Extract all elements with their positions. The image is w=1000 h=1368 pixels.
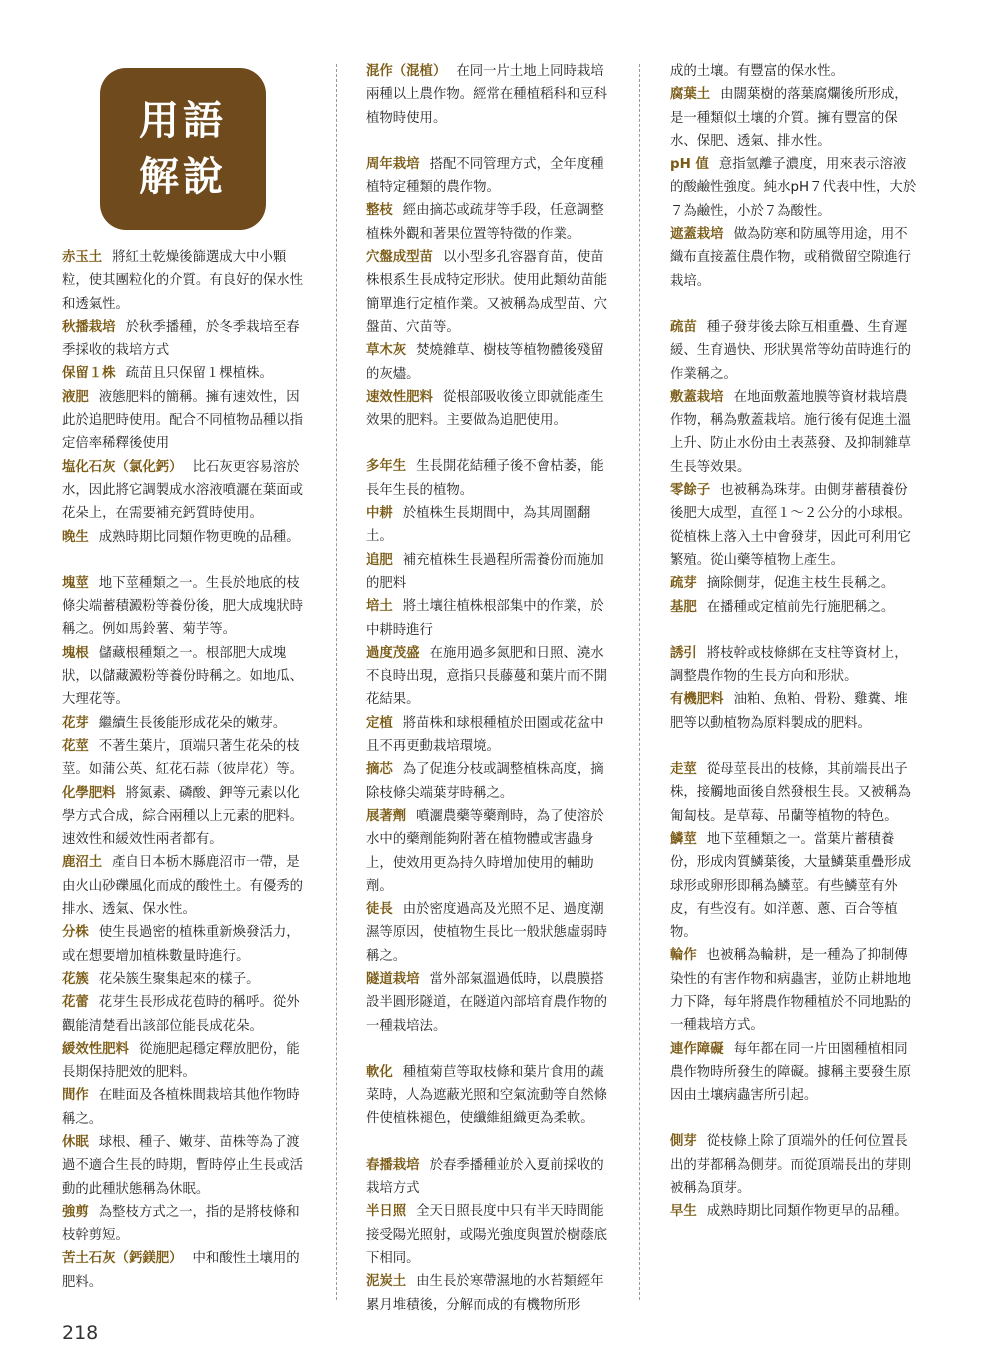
glossary-definition: 繼續生長後能形成花朵的嫩芽。 [98, 715, 287, 731]
glossary-term: 連作障礙 [670, 1041, 724, 1057]
glossary-entry [670, 572, 918, 595]
glossary-definition: 成的土壤。有豐富的保水性。 [670, 64, 845, 79]
glossary-term: 培土 [366, 599, 393, 615]
glossary-definition: 焚燒雜草、樹枝等植物體後殘留的灰燼。 [366, 343, 604, 382]
glossary-column-2 [366, 60, 614, 1317]
glossary-entry [62, 316, 310, 363]
glossary-definition: 比石灰更容易溶於水，因此將它調製成水溶液噴灑在葉面或花朵上，在需要補充鈣質時使用。 [62, 459, 304, 522]
glossary-entry [62, 968, 310, 991]
glossary-definition: 產自日本栃木縣鹿沼市一帶，是由火山砂礫風化而成的酸性土。有優秀的排水、透氣、保水性。 [62, 855, 304, 918]
glossary-definition: 於秋季播種，於冬季栽培至春季採收的栽培方式 [62, 319, 300, 359]
glossary-term: 花芽 [62, 715, 89, 731]
glossary-entry [670, 479, 918, 572]
glossary-definition: 摘除側芽，促進主枝生長稱之。 [706, 576, 895, 592]
glossary-definition: 噴灑農藥等藥劑時，為了使溶於水中的藥劑能夠附著在植物體或害蟲身上，使效用更為持久時增加使用的輔助劑。 [366, 808, 604, 894]
glossary-term: 液肥 [62, 389, 89, 405]
glossary-term: 半日照 [366, 1204, 407, 1220]
glossary-term: 花簇 [62, 971, 89, 987]
glossary-definition: 為整枝方式之一，指的是將枝條和枝幹剪短。 [62, 1204, 300, 1244]
glossary-entry [366, 386, 614, 433]
glossary-term: 速效性肥料 [366, 389, 433, 405]
glossary-definition: 不著生葉片，頂端只著生花朵的枝莖。如蒲公英、紅花石蒜（彼岸花）等。 [62, 738, 304, 778]
glossary-term: 腐葉土 [670, 87, 711, 103]
glossary-entry [366, 898, 614, 968]
glossary-definition: 從枝條上除了頂端外的任何位置長出的芽都稱為側芽。而從頂端長出的芽則被稱為頂芽。 [670, 1134, 912, 1197]
glossary-term: 疏苗 [670, 319, 697, 335]
glossary-definition: 由於密度過高及光照不足、過度潮濕等原因，使植物生長比一般狀態虛弱時稱之。 [366, 902, 608, 964]
glossary-term: 分株 [62, 925, 89, 941]
title-line-1: 用語 [139, 98, 227, 144]
glossary-definition: 由生長於寒帶濕地的水苔類經年累月堆積後，分解而成的有機物所形 [366, 1274, 604, 1313]
glossary-definition: 成熟時期比同類作物更早的品種。 [706, 1204, 908, 1220]
glossary-term: 塊根 [62, 645, 89, 661]
glossary-definition: 在畦面及各植株間栽培其他作物時稱之。 [62, 1088, 300, 1127]
glossary-definition: 中和酸性土壤用的肥料。 [62, 1251, 300, 1290]
glossary-definition: 種植菊苣等取枝條和葉片食用的蔬菜時，人為遮蔽光照和空氣流動等自然條件使植株褪色，使纖維組織更為柔軟。 [366, 1064, 608, 1127]
glossary-definition: 每年都在同一片田園種植相同農作物時所發生的障礙。據稱主要發生原因由土壤病蟲害所引起。 [670, 1041, 912, 1104]
glossary-term: 塊莖 [62, 575, 89, 591]
glossary-definition: 於春季播種並於入夏前採收的栽培方式 [366, 1157, 604, 1197]
title-line-2: 解說 [139, 154, 227, 200]
glossary-term: 花莖 [62, 738, 89, 754]
glossary-term: 摘芯 [366, 762, 393, 778]
glossary-entry [62, 991, 310, 1038]
glossary-definition: 由闊葉樹的落葉腐爛後所形成，是一種類似土壤的介質。擁有豐富的保水、保肥、透氣、排水性。 [670, 87, 908, 149]
glossary-definition: 將土壤往植株根部集中的作業，於中耕時進行 [366, 599, 604, 638]
glossary-entry [670, 1038, 918, 1108]
glossary-term: 保留１株 [62, 366, 116, 382]
page-number: 218 [62, 1322, 99, 1344]
glossary-term: 間作 [62, 1088, 89, 1104]
glossary-entry [366, 502, 614, 549]
glossary-term: 化學肥料 [62, 785, 116, 801]
glossary-entry [366, 642, 614, 712]
glossary-definition: 在地面敷蓋地膜等資材栽培農作物，稱為敷蓋栽培。施行後有促進土溫上升、防止水份由土表蒸發、及抑制雜草生長等效果。 [670, 389, 912, 475]
glossary-term: 追肥 [366, 552, 393, 568]
glossary-definition: 補充植株生長過程所需養份而施加的肥料 [366, 552, 604, 591]
glossary-term: 有機肥料 [670, 692, 724, 708]
glossary-term: 多年生 [366, 459, 407, 475]
glossary-definition: 花芽生長形成花苞時的稱呼。從外觀能清楚看出該部位能長成花朵。 [62, 995, 300, 1034]
glossary-entry [366, 968, 614, 1038]
glossary-term: 混作（混植） [366, 64, 447, 79]
glossary-term: 走莖 [670, 762, 697, 778]
glossary-entry [670, 223, 918, 293]
glossary-definition: 油粕、魚粕、骨粉、雞糞、堆肥等以動植物為原料製成的肥料。 [670, 692, 908, 731]
glossary-term: 整枝 [366, 203, 393, 219]
glossary-entry [366, 1061, 614, 1131]
glossary-definition: 球根、種子、嫩芽、苗株等為了渡過不適合生長的時期，暫時停止生長或活動的此種狀態稱為休眠。 [62, 1134, 304, 1197]
glossary-term: 強剪 [62, 1204, 89, 1220]
glossary-entry [62, 1038, 310, 1085]
glossary-term: pH 值 [670, 157, 709, 173]
glossary-definition: 當外部氣溫過低時，以農膜搭設半圓形隧道，在隧道內部培育農作物的一種栽培法。 [366, 971, 608, 1034]
glossary-entry [670, 688, 918, 735]
glossary-definition: 成熟時期比同類作物更晚的品種。 [98, 529, 300, 545]
glossary-entry [62, 642, 310, 712]
glossary-entry [670, 1130, 918, 1200]
glossary-definition: 也被稱為輪耕，是一種為了抑制傳染性的有害作物和病蟲害，並防止耕地地力下降，每年將農作物種植於不同地點的一種栽培方式。 [670, 948, 912, 1034]
glossary-entry [62, 1084, 310, 1131]
glossary-entry [670, 1200, 918, 1223]
glossary-entry [62, 851, 310, 921]
glossary-term: 遮蓋栽培 [670, 227, 724, 243]
glossary-definition: 做為防寒和防風等用途，用不織布直接蓋住農作物，或稍微留空隙進行栽培。 [670, 227, 912, 289]
glossary-definition: 將苗株和球根種植於田園或花盆中且不再更動栽培環境。 [366, 715, 604, 755]
glossary-entry [366, 339, 614, 386]
glossary-term: 輪作 [670, 948, 697, 964]
glossary-entry [670, 642, 918, 689]
glossary-term: 敷蓋栽培 [670, 389, 724, 405]
glossary-entry [62, 456, 310, 526]
glossary-definition: 以小型多孔容器育苗，使苗株根系生長成特定形狀。使用此類幼苗能簡單進行定植作業。又被稱為成型苗、穴盤苗、穴苗等。 [366, 250, 608, 335]
glossary-term: 泥炭土 [366, 1274, 407, 1290]
glossary-entry [62, 362, 310, 385]
glossary-term: 草木灰 [366, 343, 407, 359]
glossary-term: 周年栽培 [366, 156, 420, 172]
glossary-entry [670, 60, 918, 83]
glossary-definition: 於植株生長期間中，為其周圍翻土。 [366, 506, 591, 545]
title-box [100, 68, 266, 230]
glossary-term: 中耕 [366, 506, 393, 522]
glossary-entry [670, 316, 918, 386]
glossary-definition: 全天日照長度中只有半天時間能接受陽光照射，或陽光強度與置於樹蔭底下相同。 [366, 1204, 608, 1266]
glossary-definition: 使生長過密的植株重新煥發活力，或在想要增加植株數量時進行。 [62, 925, 300, 964]
glossary-term: 穴盤成型苗 [366, 250, 433, 266]
glossary-term: 晚生 [62, 529, 89, 545]
glossary-term: 休眠 [62, 1134, 89, 1150]
glossary-entry [670, 758, 918, 828]
glossary-entry [62, 246, 310, 316]
glossary-definition: 從施肥起穩定釋放肥份，能長期保持肥效的肥料。 [62, 1041, 300, 1081]
glossary-column-3 [670, 60, 918, 1224]
column-divider [336, 64, 337, 1300]
glossary-entry [670, 944, 918, 1037]
glossary-term: 零餘子 [670, 483, 711, 499]
glossary-definition: 地下莖種類之一。生長於地底的枝條尖端蓄積澱粉等養份後，肥大成塊狀時稱之。例如馬鈴薯、菊芋等。 [62, 575, 304, 638]
glossary-definition: 搭配不同管理方式，全年度種植特定種類的農作物。 [366, 156, 604, 196]
glossary-entry [366, 60, 614, 130]
glossary-definition: 液態肥料的簡稱。擁有速效性，因此於追肥時使用。配合不同植物品種以指定倍率稀釋後使用 [62, 389, 304, 452]
glossary-term: 隧道栽培 [366, 971, 420, 987]
glossary-term: 側芽 [670, 1134, 697, 1150]
glossary-term: 基肥 [670, 599, 697, 615]
glossary-entry [366, 1200, 614, 1270]
glossary-term: 過度茂盛 [366, 645, 420, 661]
glossary-term: 軟化 [366, 1064, 393, 1080]
glossary-definition: 將氮素、磷酸、鉀等元素以化學方式合成，綜合兩種以上元素的肥料。速效性和緩效性兩者都有。 [62, 785, 304, 848]
glossary-term: 春播栽培 [366, 1157, 420, 1173]
glossary-definition: 地下莖種類之一。當葉片蓄積養份，形成肉質鱗葉後，大量鱗葉重疊形成球形或卵形即稱為鱗莖。有些鱗莖有外皮，有些沒有。如洋蔥、蔥、百合等植物。 [670, 831, 912, 941]
glossary-entry [366, 758, 614, 805]
glossary-entry [62, 921, 310, 968]
glossary-entry [62, 782, 310, 852]
glossary-term: 誘引 [670, 645, 697, 661]
glossary-term: 緩效性肥料 [62, 1041, 129, 1057]
glossary-entry [670, 153, 918, 223]
glossary-entry [366, 1154, 614, 1201]
glossary-entry [62, 735, 310, 782]
glossary-term: 秋播栽培 [62, 319, 116, 335]
glossary-entry [366, 199, 614, 246]
glossary-term: 疏芽 [670, 576, 697, 592]
glossary-entry [366, 1270, 614, 1317]
glossary-term: 塩化石灰（氯化鈣） [62, 459, 183, 475]
glossary-definition: 也被稱為珠芽。由側芽蓄積養份後肥大成型，直徑１～２公分的小球根。從植株上落入土中會發芽，因此可利用它繁殖。從山藥等植物上產生。 [670, 483, 912, 568]
glossary-term: 早生 [670, 1204, 697, 1220]
glossary-definition: 從母莖長出的枝條，其前端長出子株，接觸地面後自然發根生長。又被稱為匍匐枝。是草莓、吊蘭等植物的特色。 [670, 762, 912, 824]
glossary-term: 定植 [366, 715, 393, 731]
glossary-entry [366, 153, 614, 200]
glossary-definition: 在播種或定植前先行施肥稱之。 [706, 599, 895, 615]
glossary-entry [366, 246, 614, 339]
glossary-entry [366, 805, 614, 898]
glossary-term: 鱗莖 [670, 831, 697, 847]
glossary-definition: 將紅土乾燥後篩選成大中小顆粒，使其團粒化的介質。有良好的保水性和透氣性。 [62, 250, 304, 312]
glossary-entry [366, 549, 614, 596]
glossary-definition: 在同一片土地上同時栽培兩種以上農作物。經常在種植稻科和豆科植物時使用。 [366, 64, 608, 126]
glossary-term: 花蕾 [62, 995, 89, 1011]
glossary-entry [62, 1247, 310, 1294]
glossary-entry [62, 572, 310, 642]
glossary-term: 徒長 [366, 902, 393, 918]
glossary-definition: 意指氫離子濃度，用來表示溶液的酸鹼性強度。純水pH７代表中性，大於７為鹼性，小於７為酸性。 [670, 157, 917, 219]
glossary-definition: 儲藏根種類之一。根部肥大成塊狀，以儲藏澱粉等養份時稱之。如地瓜、大理花等。 [62, 645, 304, 708]
glossary-definition: 在施用過多氮肥和日照、澆水不良時出現，意指只長藤蔓和葉片而不開花結果。 [366, 645, 608, 708]
column-divider [639, 64, 640, 1300]
glossary-entry [366, 595, 614, 642]
glossary-definition: 將枝幹或枝條綁在支柱等資材上，調整農作物的生長方向和形狀。 [670, 645, 908, 685]
glossary-term: 鹿沼土 [62, 855, 103, 871]
glossary-term: 展著劑 [366, 808, 407, 824]
glossary-definition: 花朵簇生聚集起來的樣子。 [98, 971, 260, 987]
glossary-entry [62, 1201, 310, 1248]
glossary-entry [670, 596, 918, 619]
glossary-term: 苦土石灰（鈣鎂肥） [62, 1251, 183, 1267]
glossary-entry [62, 386, 310, 456]
glossary-definition: 經由摘芯或疏芽等手段，任意調整植株外觀和著果位置等特徵的作業。 [366, 203, 604, 242]
glossary-entry [670, 828, 918, 944]
glossary-entry [62, 712, 310, 735]
glossary-entry [62, 1131, 310, 1201]
glossary-definition: 疏苗且只保留１棵植株。 [125, 366, 273, 382]
glossary-definition: 生長開花結種子後不會枯萎，能長年生長的植物。 [366, 459, 604, 498]
glossary-entry [366, 712, 614, 759]
glossary-column-1 [62, 246, 310, 1294]
glossary-entry [62, 526, 310, 549]
glossary-term: 赤玉土 [62, 250, 103, 265]
glossary-definition: 種子發芽後去除互相重疊、生育遲緩、生育過快、形狀異常等幼苗時進行的作業稱之。 [670, 319, 912, 382]
glossary-entry [670, 83, 918, 153]
glossary-definition: 為了促進分枝或調整植株高度，摘除枝條尖端葉芽時稱之。 [366, 762, 604, 801]
glossary-entry [366, 455, 614, 502]
glossary-definition: 從根部吸收後立即就能產生效果的肥料。主要做為追肥使用。 [366, 389, 604, 429]
glossary-entry [670, 386, 918, 479]
